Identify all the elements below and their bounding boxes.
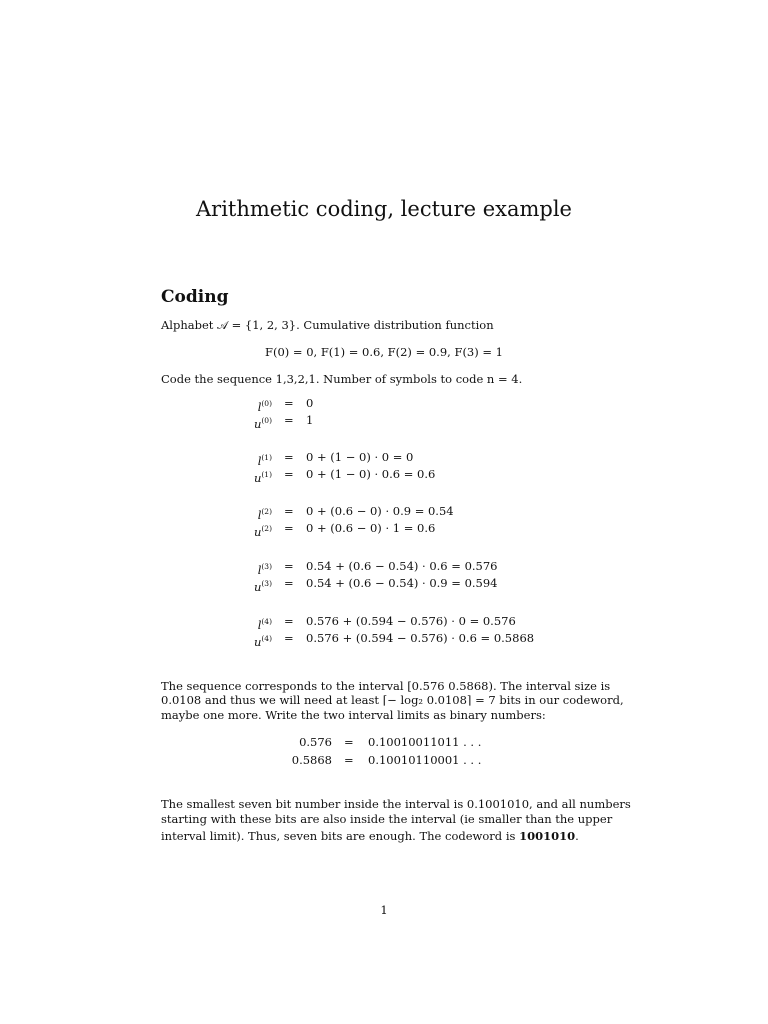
u-symbol: $u^{(1)}$ <box>253 470 272 485</box>
step-1 <box>0 450 768 485</box>
u-value: 0.54 + (0.6 − 0.54) · 0.9 = 0.594 <box>306 576 498 590</box>
equals-sign: = <box>284 450 294 464</box>
alphabet-text: Alphabet 𝒜 = {1, 2, 3}. Cumulative distribution function <box>161 318 494 332</box>
equals-sign: = <box>344 735 354 749</box>
l-value: 0 <box>306 396 314 410</box>
u-value: 0 + (0.6 − 0) · 1 = 0.6 <box>306 521 436 535</box>
equals-sign: = <box>284 576 294 590</box>
l-value: 0 + (0.6 − 0) · 0.9 = 0.54 <box>306 504 454 518</box>
u-value: 0.576 + (0.594 − 0.576) · 0.6 = 0.5868 <box>306 631 535 645</box>
l-symbol: $l^{(3)}$ <box>257 562 272 577</box>
u-symbol: $u^{(4)}$ <box>253 634 272 649</box>
equals-sign: = <box>344 753 354 767</box>
paragraph-line: The sequence corresponds to the interval [0.576 0.5868). The interval size is <box>161 679 611 693</box>
equals-sign: = <box>284 521 294 535</box>
step-2 <box>0 504 768 539</box>
paragraph-line: 0.0108 and thus we will need at least ⌈− log₂ 0.0108⌉ = 7 bits in our codeword, <box>161 693 624 707</box>
equals-sign: = <box>284 504 294 518</box>
u-symbol: $u^{(2)}$ <box>253 524 272 539</box>
binary-lhs: 0.5868 <box>291 753 332 767</box>
equals-sign: = <box>284 413 294 427</box>
paragraph-line: maybe one more. Write the two interval limits as binary numbers: <box>161 708 546 722</box>
page-title: Arithmetic coding, lecture example <box>195 197 572 221</box>
page-number: 1 <box>380 903 388 917</box>
line-text: . <box>575 829 579 843</box>
binary-rhs: 0.10010011011 . . . <box>368 735 482 749</box>
equals-sign: = <box>284 559 294 573</box>
binary-rhs: 0.10010110001 . . . <box>368 753 482 767</box>
u-symbol: $u^{(0)}$ <box>253 416 272 431</box>
l-value: 0.54 + (0.6 − 0.54) · 0.6 = 0.576 <box>306 559 498 573</box>
l-symbol: $l^{(1)}$ <box>257 453 272 468</box>
paragraph-line <box>161 829 621 844</box>
u-value: 1 <box>306 413 314 427</box>
equals-sign: = <box>284 631 294 645</box>
paragraph-line: The smallest seven bit number inside the interval is 0.1001010, and all numbers <box>161 797 631 811</box>
step-3 <box>0 559 768 594</box>
l-value: 0.576 + (0.594 − 0.576) · 0 = 0.576 <box>306 614 516 628</box>
sequence-text: Code the sequence 1,3,2,1. Number of symbols to code n = 4. <box>161 372 523 386</box>
l-symbol: $l^{(0)}$ <box>257 399 272 414</box>
u-value: 0 + (1 − 0) · 0.6 = 0.6 <box>306 467 436 481</box>
codeword: 1001010 <box>519 829 576 843</box>
binary-lhs: 0.576 <box>299 735 332 749</box>
u-symbol: $u^{(3)}$ <box>253 579 272 594</box>
step-0 <box>0 396 768 431</box>
line-text: interval limit). Thus, seven bits are enough. The codeword is <box>161 829 520 843</box>
equals-sign: = <box>284 614 294 628</box>
cdf-equation: F(0) = 0, F(1) = 0.6, F(2) = 0.9, F(3) = 1 <box>264 345 503 359</box>
step-4 <box>0 614 768 649</box>
equals-sign: = <box>284 467 294 481</box>
l-symbol: $l^{(4)}$ <box>257 617 272 632</box>
l-value: 0 + (1 − 0) · 0 = 0 <box>306 450 414 464</box>
equals-sign: = <box>284 396 294 410</box>
paragraph-line: starting with these bits are also inside the interval (ie smaller than the upper <box>161 812 613 826</box>
section-heading: Coding <box>161 287 229 307</box>
l-symbol: $l^{(2)}$ <box>257 507 272 522</box>
